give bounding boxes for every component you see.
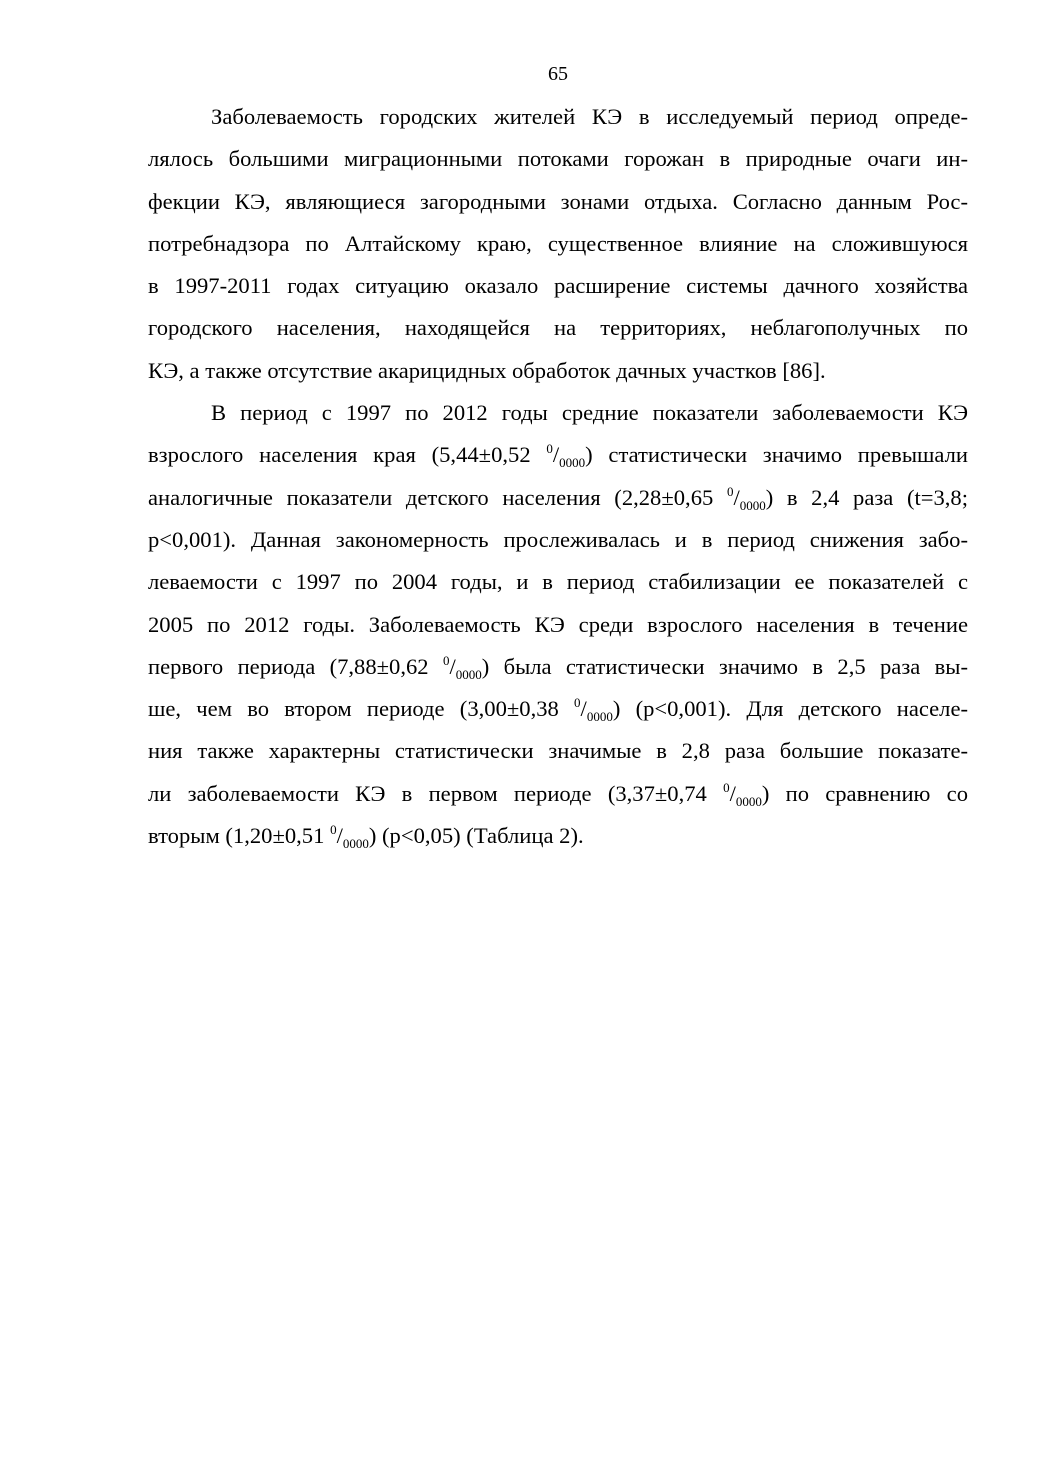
text-run: взрослого населения края (5,44±0,52 <box>148 442 547 468</box>
text-run: ше, чем во втором периоде (3,00±0,38 <box>148 696 575 722</box>
unit-numerator: 0 <box>546 441 553 457</box>
paragraph-2-line: В период с 1997 по 2012 годы средние показатели заболеваемости КЭ <box>211 400 968 426</box>
paragraph-1-line: Заболеваемость городских жителей КЭ в исследуемый период опреде- <box>211 104 968 129</box>
unit-slash: / <box>733 484 740 510</box>
unit-denominator: 0000 <box>342 836 369 852</box>
paragraph-1-line: потребнадзора по Алтайскому краю, существенное влияние на сложившуюся <box>148 230 968 256</box>
unit-slash: / <box>552 442 560 468</box>
unit-denominator: 0000 <box>739 497 766 513</box>
paragraph-1-line: КЭ, а также отсутствие акарицидных обработок дачных участков [86]. <box>148 357 826 383</box>
paragraph-1-line: лялось большими миграционными потоками горожан в природные очаги ин- <box>148 146 968 172</box>
unit-denominator: 0000 <box>559 455 586 471</box>
unit-denominator: 0000 <box>586 709 613 725</box>
text-run: вторым (1,20±0,51 <box>148 823 331 849</box>
paragraph-1 <box>148 96 968 392</box>
paragraph-2-line <box>148 773 968 815</box>
unit-slash: / <box>580 696 587 722</box>
paragraph-2-line <box>148 477 968 519</box>
paragraph-2 <box>148 392 968 857</box>
paragraph-1-line: фекции КЭ, являющиеся загородными зонами отдыха. Согласно данным Рос- <box>148 188 968 214</box>
paragraph-1-line: в 1997-2011 годах ситуацию оказало расширение системы дачного хозяйства <box>148 273 968 299</box>
unit-numerator: 0 <box>574 695 581 711</box>
text-run: ) в 2,4 раза (t=3,8; <box>765 484 969 510</box>
page-number: 65 <box>548 63 568 85</box>
paragraph-2-line <box>148 646 968 688</box>
text-run: ) была статистически значимо в 2,5 раза вы- <box>481 653 968 679</box>
text-run: ли заболеваемости КЭ в первом периоде (3,37±0,74 <box>148 780 724 806</box>
unit-denominator: 0000 <box>455 666 482 682</box>
paragraph-2-line: p<0,001). Данная закономерность прослеживалась и в период снижения забо- <box>148 526 968 552</box>
unit-denominator: 0000 <box>735 793 762 809</box>
text-run: ) статистически значимо превышали <box>585 442 968 468</box>
text-run: ) по сравнению со <box>761 780 968 806</box>
text-run: первого периода (7,88±0,62 <box>148 653 443 679</box>
unit-slash: / <box>729 780 736 806</box>
body-text <box>148 96 968 857</box>
unit-numerator: 0 <box>726 483 734 499</box>
text-run: ) (p<0,001). Для детского населе- <box>612 696 969 722</box>
paragraph-1-line: городского населения, находящейся на территориях, неблагополучных по <box>148 315 968 341</box>
unit-slash: / <box>449 653 456 679</box>
paragraph-2-line: леваемости с 1997 по 2004 годы, и в период стабилизации ее показателей с <box>148 569 968 595</box>
unit-numerator: 0 <box>442 652 450 668</box>
paragraph-2-line <box>148 688 968 730</box>
text-run: аналогичные показатели детского населения (2,28±0,65 <box>148 484 727 510</box>
unit-numerator: 0 <box>330 822 337 838</box>
paragraph-2-line: ния также характерны статистически значимые в 2,8 раза большие показате- <box>148 738 968 764</box>
unit-numerator: 0 <box>723 779 730 795</box>
unit-slash: / <box>336 823 343 849</box>
text-run: ) (p<0,05) (Таблица 2). <box>368 823 584 849</box>
paragraph-2-line <box>148 815 968 857</box>
paragraph-2-line: 2005 по 2012 годы. Заболеваемость КЭ среди взрослого населения в течение <box>148 611 968 637</box>
paragraph-2-line <box>148 434 968 476</box>
